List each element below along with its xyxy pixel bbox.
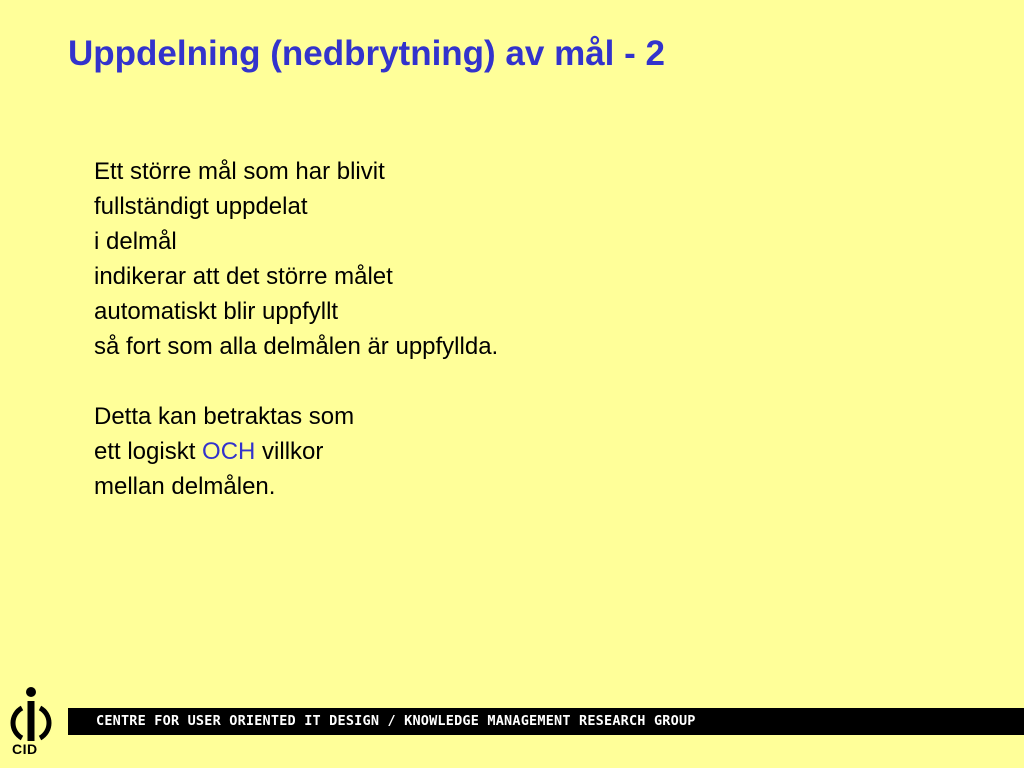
body-line: automatiskt blir uppfyllt <box>94 298 339 325</box>
body-line: indikerar att det större målet <box>94 263 393 290</box>
body-line: så fort som alla delmålen är uppfyllda. <box>94 333 499 360</box>
body-line <box>94 434 498 469</box>
body-line: Detta kan betraktas som <box>94 403 355 430</box>
slide-title: Uppdelning (nedbrytning) av mål - 2 <box>68 34 665 73</box>
body-line: i delmål <box>94 228 177 255</box>
body-line-suffix: villkor <box>255 438 324 465</box>
paragraph-spacer <box>94 364 498 399</box>
och-keyword: OCH <box>202 438 256 465</box>
body-line-prefix: ett logiskt <box>94 438 203 465</box>
slide-body <box>94 154 498 504</box>
body-line: mellan delmålen. <box>94 473 276 500</box>
cid-logo-text: CID <box>12 741 38 757</box>
body-line: fullständigt uppdelat <box>94 193 308 220</box>
body-line: Ett större mål som har blivit <box>94 158 385 185</box>
footer-banner: CENTRE FOR USER ORIENTED IT DESIGN / KNOWLEDGE MANAGEMENT RESEARCH GROUP <box>68 708 1024 735</box>
